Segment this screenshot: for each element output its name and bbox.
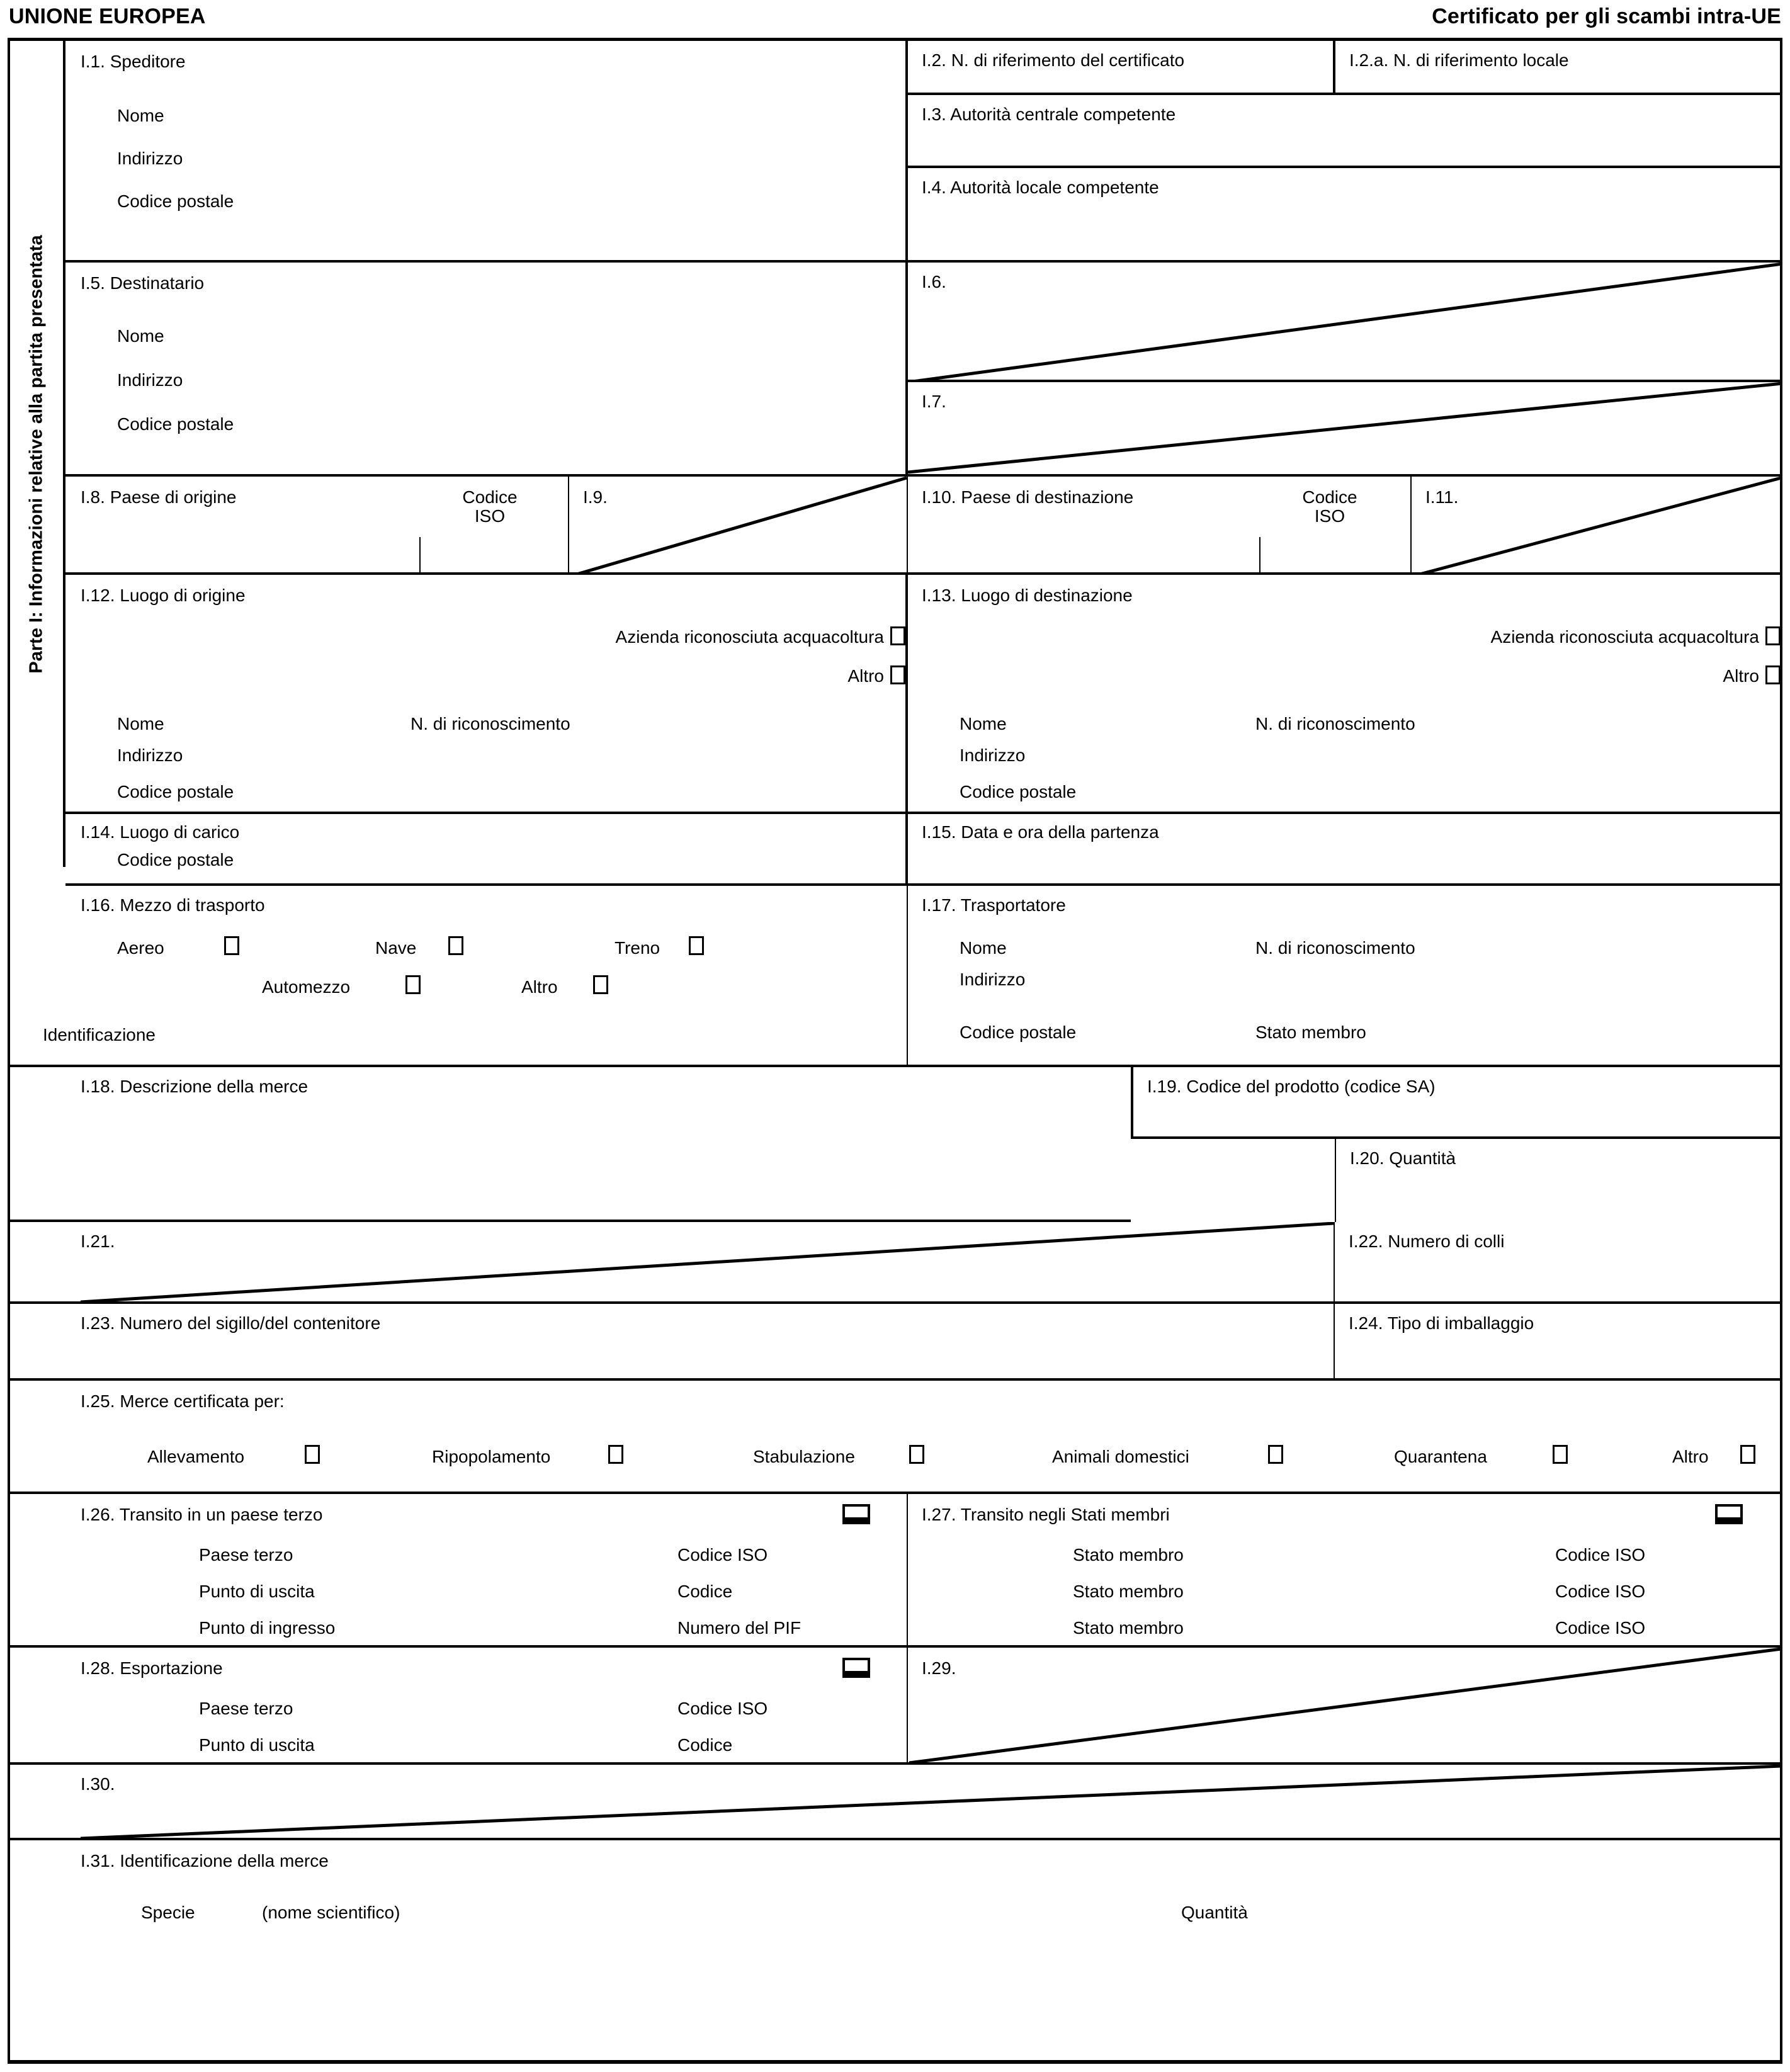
i27-codice-iso-label-3: Codice ISO: [1555, 1618, 1646, 1638]
box-i21[interactable]: [10, 1222, 1335, 1304]
i16-treno-checkbox[interactable]: [689, 936, 704, 955]
box-i25-certified-for[interactable]: [10, 1381, 1782, 1494]
box-i7-number: I.7.: [922, 392, 946, 411]
i28-codice-label: Codice: [677, 1735, 733, 1755]
i12-altro-checkbox[interactable]: [890, 665, 905, 684]
i12-azienda-acquacoltura-checkbox[interactable]: [890, 626, 905, 645]
box-i28-title: Esportazione: [120, 1658, 223, 1678]
i6-strikethrough-line: [908, 263, 1782, 382]
box-i9-number: I.9.: [583, 487, 608, 507]
certificate-frame: [8, 38, 1782, 2064]
box-i8-number: I.8.: [81, 487, 105, 507]
i10-iso-separator-tick: [1259, 537, 1260, 575]
i13-codice-postale-label: Codice postale: [960, 782, 1077, 801]
box-i29[interactable]: [908, 1648, 1782, 1765]
i17-nome-label: Nome: [960, 938, 1007, 958]
i25-animali-domestici-label: Animali domestici: [1052, 1447, 1189, 1466]
box-i6-number: I.6.: [922, 272, 946, 292]
box-i15-number: I.15.: [922, 822, 956, 842]
i25-allevamento-label: Allevamento: [147, 1447, 245, 1466]
i27-codice-iso-label-2: Codice ISO: [1555, 1582, 1646, 1601]
box-i8-title: Paese di origine: [110, 487, 237, 507]
box-i30[interactable]: [10, 1765, 1782, 1840]
box-i2-certificate-ref[interactable]: [908, 41, 1335, 95]
i12-indirizzo-label: Indirizzo: [117, 745, 183, 765]
box-i26-third-country-transit[interactable]: [10, 1494, 908, 1648]
header-title-left: UNIONE EUROPEA: [9, 4, 206, 28]
box-i17-number: I.17.: [922, 895, 956, 915]
i25-ripopolamento-label: Ripopolamento: [432, 1447, 551, 1466]
i12-codice-postale-label: Codice postale: [117, 782, 234, 801]
i8-iso-separator-tick: [419, 537, 421, 575]
box-i20-quantity[interactable]: [1335, 1139, 1782, 1222]
box-i11[interactable]: [1412, 474, 1782, 575]
i13-azienda-acquacoltura-label: Azienda riconosciuta acquacoltura: [1490, 627, 1759, 647]
box-i24-package-type[interactable]: [1335, 1304, 1782, 1381]
box-i5-destinatario[interactable]: [65, 260, 908, 474]
box-i13-place-destination[interactable]: [908, 575, 1782, 814]
box-i18-title: Descrizione della merce: [120, 1077, 309, 1096]
box-i9[interactable]: [569, 474, 908, 575]
box-i20-number: I.20.: [1350, 1148, 1385, 1168]
i16-identificazione-label: Identificazione: [43, 1025, 156, 1044]
i9-strikethrough-line: [569, 477, 908, 575]
box-i21-number: I.21.: [81, 1231, 115, 1251]
box-i17-title: Trasportatore: [960, 895, 1066, 915]
box-i31-title: Identificazione della merce: [120, 1851, 329, 1871]
i16-treno-label: Treno: [615, 938, 660, 958]
box-i29-number: I.29.: [922, 1658, 956, 1678]
box-i3-central-authority[interactable]: [908, 95, 1782, 168]
box-i27-title: Transito negli Stati membri: [960, 1505, 1170, 1524]
i26-paese-terzo-label: Paese terzo: [199, 1545, 293, 1565]
i13-altro-checkbox[interactable]: [1765, 665, 1781, 684]
i27-transit-checkbox[interactable]: [1715, 1504, 1743, 1524]
box-i14-loading-place[interactable]: [65, 814, 908, 886]
i27-stato-membro-label-3: Stato membro: [1073, 1618, 1184, 1638]
box-i16-transport-means[interactable]: [10, 886, 908, 1067]
i25-stabulazione-checkbox[interactable]: [909, 1445, 924, 1464]
box-i28-export[interactable]: [10, 1648, 908, 1765]
box-i18-number: I.18.: [81, 1077, 115, 1096]
i25-allevamento-checkbox[interactable]: [305, 1445, 320, 1464]
box-i1-speditore[interactable]: [65, 41, 908, 260]
i27-stato-membro-label-1: Stato membro: [1073, 1545, 1184, 1565]
box-i25-title: Merce certificata per:: [120, 1391, 285, 1411]
box-i7[interactable]: [908, 382, 1782, 474]
box-i10-title: Paese di destinazione: [961, 487, 1134, 507]
i14-codice-postale-label: Codice postale: [117, 850, 234, 869]
box-i30-number: I.30.: [81, 1774, 115, 1794]
i12-azienda-acquacoltura-label: Azienda riconosciuta acquacoltura: [615, 627, 884, 647]
i25-stabulazione-label: Stabulazione: [753, 1447, 855, 1466]
i28-paese-terzo-label: Paese terzo: [199, 1699, 293, 1718]
box-i16-number: I.16.: [81, 895, 115, 915]
box-i31-number: I.31.: [81, 1851, 115, 1871]
i28-punto-uscita-label: Punto di uscita: [199, 1735, 315, 1755]
i11-strikethrough-line: [1412, 477, 1782, 575]
i17-codice-postale-label: Codice postale: [960, 1022, 1077, 1042]
header-title-right: Certificato per gli scambi intra-UE: [1432, 4, 1781, 28]
i16-aereo-label: Aereo: [117, 938, 164, 958]
i31-nome-scientifico-label: (nome scientifico): [262, 1903, 400, 1922]
box-i15-title: Data e ora della partenza: [961, 822, 1159, 842]
box-i2a-title: N. di riferimento locale: [1393, 50, 1569, 70]
document-header: [0, 0, 1790, 33]
box-i12-place-origin[interactable]: [65, 575, 908, 814]
box-i19-title: Codice del prodotto (codice SA): [1186, 1077, 1436, 1096]
box-i18-goods-description[interactable]: [10, 1067, 1131, 1222]
i7-strikethrough-line: [908, 382, 1782, 474]
box-i3-title: Autorità centrale competente: [950, 105, 1176, 124]
i1-nome-label: Nome: [117, 106, 164, 125]
i1-indirizzo-label: Indirizzo: [117, 149, 183, 168]
i27-codice-iso-label-1: Codice ISO: [1555, 1545, 1646, 1565]
box-i14-number: I.14.: [81, 822, 115, 842]
box-i24-number: I.24.: [1349, 1313, 1383, 1333]
box-i15-departure-datetime[interactable]: [908, 814, 1782, 886]
i31-specie-label: Specie: [141, 1903, 195, 1922]
i26-codice-iso-label-1: Codice ISO: [677, 1545, 768, 1565]
i21-strikethrough-line: [10, 1222, 1335, 1304]
box-i4-title: Autorità locale competente: [950, 178, 1159, 197]
box-i6[interactable]: [908, 260, 1782, 382]
i13-nome-label: Nome: [960, 714, 1007, 733]
box-i5-number: I.5.: [81, 273, 105, 293]
part-i-label: Parte I: Informazioni relative alla partita presentata: [26, 234, 47, 674]
i26-codice-label: Codice: [677, 1582, 733, 1601]
i10-codice-label: Codice: [1302, 487, 1357, 507]
box-i24-title: Tipo di imballaggio: [1387, 1313, 1534, 1333]
i1-codice-postale-label: Codice postale: [117, 191, 234, 211]
box-i1-number: I.1.: [81, 52, 105, 71]
i17-stato-membro-label: Stato membro: [1255, 1022, 1366, 1042]
box-i26-title: Transito in un paese terzo: [119, 1505, 323, 1524]
i16-automezzo-checkbox[interactable]: [405, 975, 421, 994]
i25-altro-label: Altro: [1672, 1447, 1709, 1466]
i13-indirizzo-label: Indirizzo: [960, 745, 1026, 765]
i8-codice-label: Codice: [462, 487, 518, 507]
box-i4-number: I.4.: [922, 178, 946, 197]
box-i13-title: Luogo di destinazione: [961, 586, 1133, 605]
box-i26-number: I.26.: [81, 1505, 115, 1524]
box-i2a-number: I.2.a.: [1349, 50, 1389, 70]
box-i14-title: Luogo di carico: [120, 822, 240, 842]
i13-altro-label: Altro: [1723, 666, 1759, 686]
box-i31-goods-identification[interactable]: [10, 1840, 1782, 2062]
i25-quarantena-checkbox[interactable]: [1553, 1445, 1568, 1464]
i17-n-riconoscimento-label: N. di riconoscimento: [1255, 938, 1415, 958]
box-i13-number: I.13.: [922, 586, 956, 605]
box-i23-seal-container-number[interactable]: [10, 1304, 1335, 1381]
i29-strikethrough-line: [908, 1648, 1782, 1765]
i17-indirizzo-label: Indirizzo: [960, 970, 1026, 989]
box-i28-number: I.28.: [81, 1658, 115, 1678]
i25-ripopolamento-checkbox[interactable]: [608, 1445, 623, 1464]
i26-numero-pif-label: Numero del PIF: [677, 1618, 802, 1638]
i25-altro-checkbox[interactable]: [1740, 1445, 1755, 1464]
box-i22-number: I.22.: [1349, 1231, 1383, 1251]
i16-nave-checkbox[interactable]: [448, 936, 463, 955]
i5-indirizzo-label: Indirizzo: [117, 370, 183, 390]
i26-punto-uscita-label: Punto di uscita: [199, 1582, 315, 1601]
box-i3-number: I.3.: [922, 105, 946, 124]
box-i25-number: I.25.: [81, 1391, 115, 1411]
box-i2-number: I.2.: [922, 50, 946, 70]
i13-n-riconoscimento-label: N. di riconoscimento: [1255, 714, 1415, 733]
i25-quarantena-label: Quarantena: [1394, 1447, 1487, 1466]
i26-transit-checkbox[interactable]: [842, 1504, 870, 1524]
i25-animali-domestici-checkbox[interactable]: [1268, 1445, 1283, 1464]
box-i27-member-state-transit[interactable]: [908, 1494, 1782, 1648]
box-i23-number: I.23.: [81, 1313, 115, 1333]
box-i5-title: Destinatario: [110, 273, 205, 293]
box-i12-title: Luogo di origine: [120, 586, 246, 605]
part-i-sidebar: [10, 41, 65, 867]
i16-automezzo-label: Automezzo: [262, 977, 351, 997]
box-i19-product-code[interactable]: [1131, 1067, 1782, 1139]
i16-aereo-checkbox[interactable]: [224, 936, 239, 955]
box-i1-title: Speditore: [110, 52, 186, 71]
box-i2-title: N. di riferimento del certificato: [951, 50, 1185, 70]
box-i17-transporter[interactable]: [908, 886, 1782, 1067]
box-i22-title: Numero di colli: [1388, 1231, 1505, 1251]
box-i27-number: I.27.: [922, 1505, 956, 1524]
box-i11-number: I.11.: [1425, 487, 1459, 507]
i16-nave-label: Nave: [375, 938, 417, 958]
i26-punto-ingresso-label: Punto di ingresso: [199, 1618, 336, 1638]
i31-quantita-label: Quantità: [1181, 1903, 1248, 1922]
box-i22-packages-number[interactable]: [1335, 1222, 1782, 1304]
box-i8-country-origin[interactable]: [65, 474, 569, 575]
i12-nome-label: Nome: [117, 714, 164, 733]
i30-strikethrough-line: [10, 1765, 1782, 1840]
i8-iso-label: ISO: [474, 506, 506, 526]
i5-nome-label: Nome: [117, 326, 164, 346]
i12-altro-label: Altro: [847, 666, 884, 686]
i16-altro-label: Altro: [521, 977, 558, 997]
box-i2a-local-ref[interactable]: [1335, 41, 1782, 95]
i5-codice-postale-label: Codice postale: [117, 414, 234, 434]
i28-codice-iso-label: Codice ISO: [677, 1699, 768, 1718]
box-i10-country-destination[interactable]: [908, 474, 1412, 575]
box-i12-number: I.12.: [81, 586, 115, 605]
box-i16-title: Mezzo di trasporto: [120, 895, 265, 915]
i16-altro-checkbox[interactable]: [593, 975, 608, 994]
i28-export-checkbox[interactable]: [842, 1658, 870, 1678]
box-i20-title: Quantità: [1389, 1148, 1456, 1168]
box-i4-local-authority[interactable]: [908, 168, 1782, 260]
box-i19-number: I.19.: [1147, 1077, 1182, 1096]
i13-azienda-acquacoltura-checkbox[interactable]: [1765, 626, 1781, 645]
box-i10-number: I.10.: [922, 487, 956, 507]
i12-n-riconoscimento-label: N. di riconoscimento: [411, 714, 570, 733]
box-i23-title: Numero del sigillo/del contenitore: [120, 1313, 381, 1333]
i27-stato-membro-label-2: Stato membro: [1073, 1582, 1184, 1601]
i10-iso-label: ISO: [1314, 506, 1345, 526]
